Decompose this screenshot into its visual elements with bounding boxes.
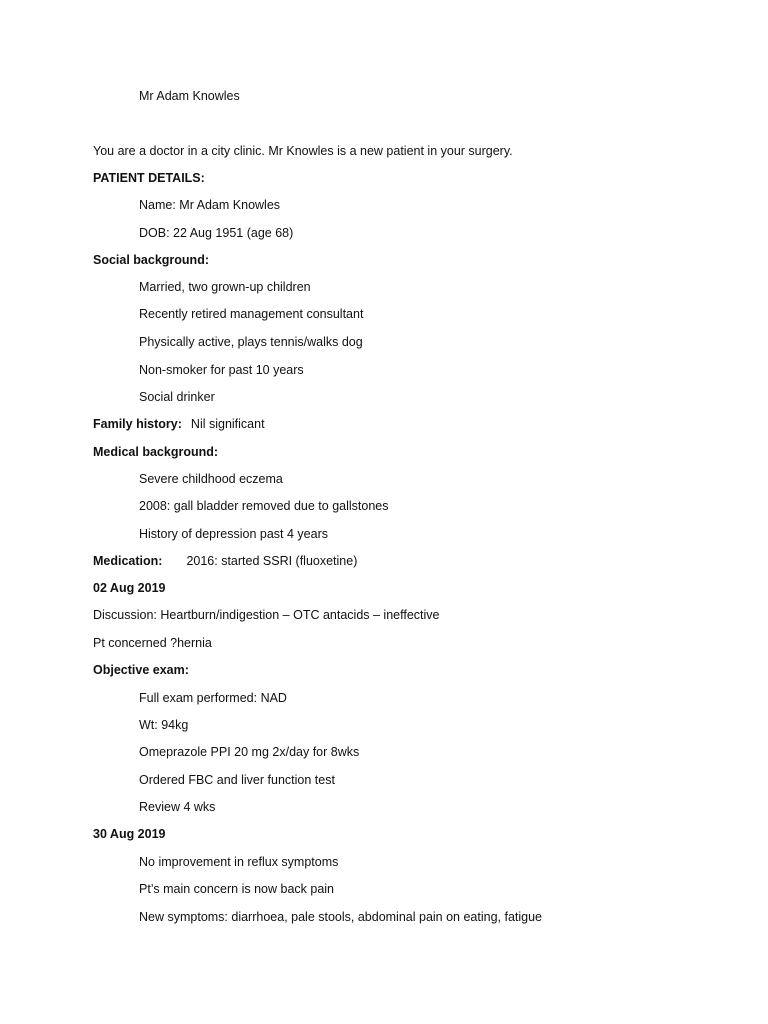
- visit-discussion: Discussion: Heartburn/indigestion – OTC antacids – ineffective: [93, 608, 440, 622]
- medical-item: Severe childhood eczema: [139, 472, 283, 486]
- visit2-item: No improvement in reflux symptoms: [139, 855, 339, 869]
- exam-item: Ordered FBC and liver function test: [139, 773, 335, 787]
- visit-date: 02 Aug 2019: [93, 581, 166, 595]
- social-item: Non-smoker for past 10 years: [139, 363, 304, 377]
- family-history-value: Nil significant: [190, 417, 265, 431]
- intro-text: You are a doctor in a city clinic. Mr Knowles is a new patient in your surgery.: [93, 144, 513, 158]
- objective-exam-heading: Objective exam:: [93, 663, 189, 677]
- document-title: Mr Adam Knowles: [139, 89, 240, 103]
- medical-item: 2008: gall bladder removed due to gallstones: [139, 499, 389, 513]
- visit2-item: Pt’s main concern is now back pain: [139, 882, 335, 896]
- social-item: Recently retired management consultant: [139, 307, 364, 321]
- patient-details-heading: PATIENT DETAILS:: [93, 171, 205, 185]
- medical-item: History of depression past 4 years: [139, 527, 328, 541]
- medication: [93, 553, 357, 569]
- visit-concern: Pt concerned ?hernia: [93, 636, 212, 650]
- social-background-heading: Social background:: [93, 253, 209, 267]
- medical-background-heading: Medical background:: [93, 445, 219, 459]
- medication-label: Medication:: [93, 554, 163, 568]
- family-history: [93, 416, 265, 432]
- visit-date: 30 Aug 2019: [93, 827, 166, 841]
- patient-name: Name: Mr Adam Knowles: [139, 198, 281, 212]
- social-item: Social drinker: [139, 390, 215, 404]
- social-item: Married, two grown-up children: [139, 280, 311, 294]
- exam-item: Omeprazole PPI 20 mg 2x/day for 8wks: [139, 745, 360, 759]
- exam-item: Full exam performed: NAD: [139, 691, 287, 705]
- visit2-item: New symptoms: diarrhoea, pale stools, abdominal pain on eating, fatigue: [139, 910, 543, 924]
- social-item: Physically active, plays tennis/walks dog: [139, 335, 363, 349]
- patient-dob: DOB: 22 Aug 1951 (age 68): [139, 226, 294, 240]
- medication-value: 2016: started SSRI (fluoxetine): [186, 554, 358, 568]
- exam-item: Wt: 94kg: [139, 718, 189, 732]
- exam-item: Review 4 wks: [139, 800, 216, 814]
- family-history-label: Family history:: [93, 417, 182, 431]
